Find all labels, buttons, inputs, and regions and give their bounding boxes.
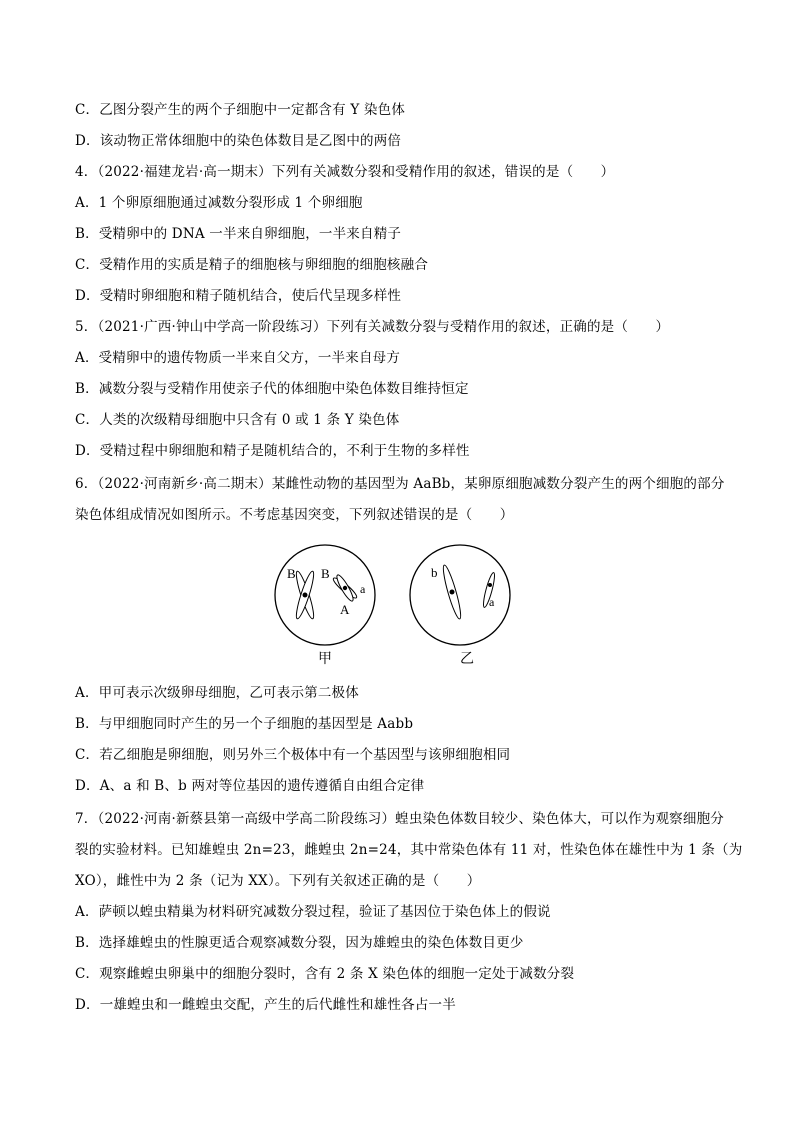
- question-4-stem: 4．（2022·福建龙岩·高一期末）下列有关减数分裂和受精作用的叙述，错误的是（ ）: [75, 164, 615, 180]
- question-7-stem-line2: 裂的实验材料。已知雄蝗虫 2n=23，雌蝗虫 2n=24，其中常染色体有 11 对，性染色体在雄性中为 1 条（为: [75, 842, 743, 858]
- centromere-yi-2: [488, 583, 492, 587]
- option-b-q6: B．与甲细胞同时产生的另一个子细胞的基因型是 Aabb: [75, 716, 414, 732]
- question-6-stem-line1: 6．（2022·河南新乡·高二期末）某雌性动物的基因型为 AaBb，某卵原细胞减数分裂产生的两个细胞的部分: [75, 476, 725, 492]
- option-d-q7: D．一雄蝗虫和一雌蝗虫交配，产生的后代雌性和雄性各占一半: [75, 997, 456, 1013]
- option-c-q4: C．受精作用的实质是精子的细胞核与卵细胞的细胞核融合: [75, 257, 429, 273]
- cell-jia-caption: 甲: [318, 651, 332, 667]
- option-b-q4: B．受精卵中的 DNA 一半来自卵细胞，一半来自精子: [75, 226, 402, 242]
- gene-label-B-1: B: [287, 566, 296, 581]
- option-c-q5: C．人类的次级精母细胞中只含有 0 或 1 条 Y 染色体: [75, 412, 400, 428]
- option-a-q4: A．1 个卵原细胞通过减数分裂形成 1 个卵细胞: [75, 195, 363, 211]
- option-a-q7: A．萨顿以蝗虫精巢为材料研究减数分裂过程，验证了基因位于染色体上的假说: [75, 904, 551, 920]
- question-6-stem-line2: 染色体组成情况如图所示。不考虑基因突变，下列叙述错误的是（ ）: [75, 507, 514, 523]
- option-d-q3: D．该动物正常体细胞中的染色体数目是乙图中的两倍: [75, 133, 402, 149]
- gene-label-a-2: a: [489, 595, 495, 609]
- cell-yi-caption: 乙: [460, 651, 474, 667]
- option-a-q6: A．甲可表示次级卵母细胞，乙可表示第二极体: [75, 685, 359, 701]
- gene-label-b: b: [431, 565, 438, 580]
- option-a-q5: A．受精卵中的遗传物质一半来自父方，一半来自母方: [75, 350, 401, 366]
- question-5-stem: 5．（2021·广西·钟山中学高一阶段练习）下列有关减数分裂与受精作用的叙述，正确的是（ ）: [75, 319, 670, 335]
- cell-diagram: [270, 540, 530, 675]
- option-c-q6: C．若乙细胞是卵细胞，则另外三个极体中有一个基因型与该卵细胞相同: [75, 747, 511, 763]
- cell-diagram-svg: [270, 540, 530, 675]
- gene-label-B-2: B: [321, 566, 330, 581]
- option-c-q7: C．观察雌蝗虫卵巢中的细胞分裂时，含有 2 条 X 染色体的细胞一定处于减数分裂: [75, 966, 575, 982]
- option-d-q4: D．受精时卵细胞和精子随机结合，使后代呈现多样性: [75, 288, 402, 304]
- cell-yi-membrane: [410, 545, 510, 645]
- question-7-stem-line3: XO），雌性中为 2 条（记为 XX）。下列有关叙述正确的是（ ）: [75, 873, 481, 889]
- centromere-jia-1: [303, 593, 308, 598]
- option-d-q5: D．受精过程中卵细胞和精子是随机结合的，不利于生物的多样性: [75, 443, 470, 459]
- centromere-jia-2: [343, 586, 347, 590]
- centromere-yi-1: [450, 590, 455, 595]
- question-7-stem-line1: 7．（2022·河南·新蔡县第一高级中学高二阶段练习）蝗虫染色体数目较少、染色体大，可以作为观察细胞分: [75, 811, 724, 827]
- option-c-q3: C．乙图分裂产生的两个子细胞中一定都含有 Y 染色体: [75, 102, 406, 118]
- gene-label-a: a: [360, 582, 366, 596]
- gene-label-A: A: [340, 602, 350, 617]
- option-b-q5: B．减数分裂与受精作用使亲子代的体细胞中染色体数目维持恒定: [75, 381, 469, 397]
- option-b-q7: B．选择雄蝗虫的性腺更适合观察减数分裂，因为雄蝗虫的染色体数目更少: [75, 935, 524, 951]
- option-d-q6: D．A、a 和 B、b 两对等位基因的遗传遵循自由组合定律: [75, 778, 425, 794]
